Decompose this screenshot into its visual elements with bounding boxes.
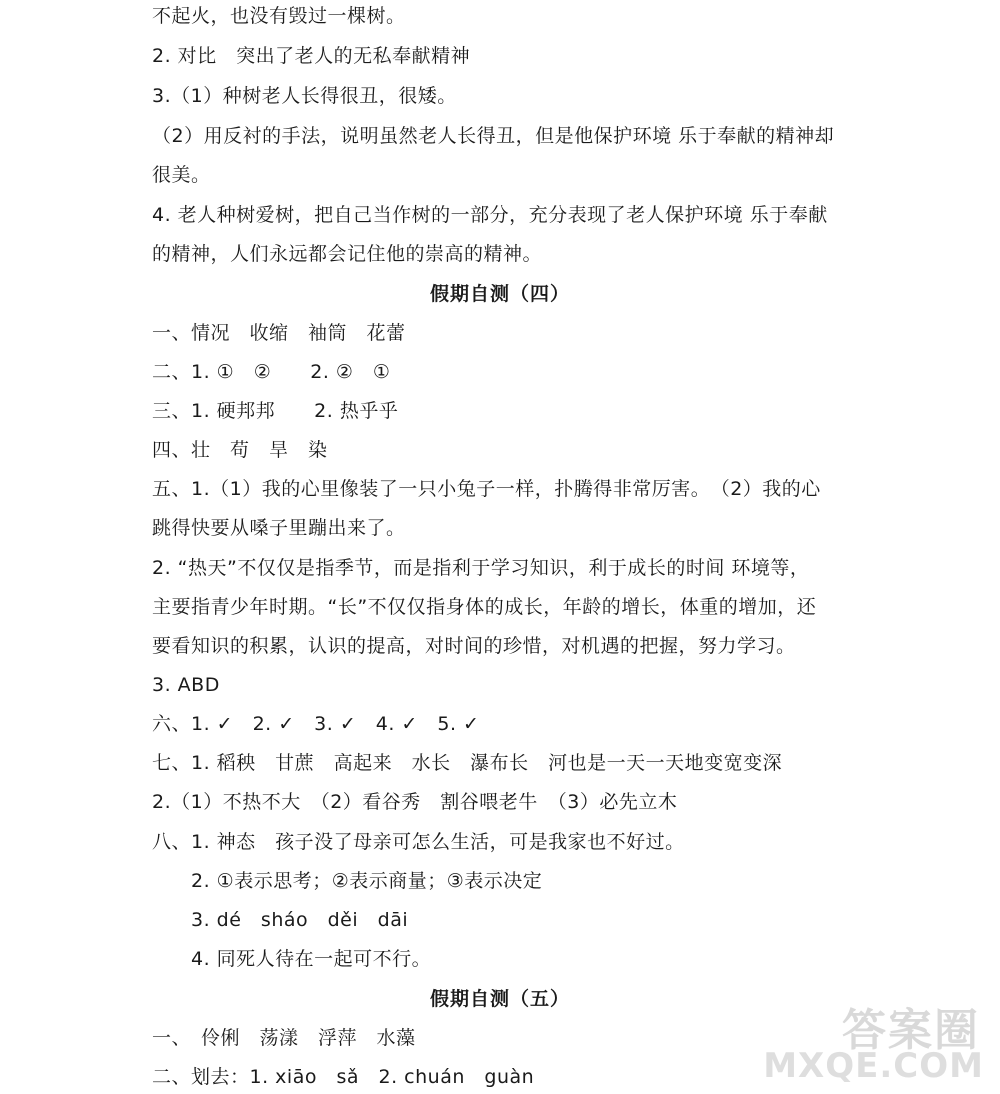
- text-line: 4. 老人种树爱树，把自己当作树的一部分，充分表现了老人保护环境 乐于奉献: [152, 204, 828, 226]
- text-line: （2）用反衬的手法，说明虽然老人长得丑，但是他保护环境 乐于奉献的精神却: [152, 125, 835, 147]
- text-line: 2. ①表示思考；②表示商量；③表示决定: [191, 870, 543, 892]
- text-line: 五、1.（1）我的心里像装了一只小兔子一样，扑腾得非常厉害。 （2）我的心: [152, 478, 821, 500]
- text-line: 二、1. ① ② 2. ② ①: [152, 361, 391, 383]
- text-line: 七、1. 稻秧 甘蔗 高起来 水长 瀑布长 河也是一天一天地变宽变深: [152, 752, 783, 774]
- text-line: 3. ABD: [152, 674, 220, 696]
- text-line: 主要指青少年时期。“长”不仅仅指身体的成长，年龄的增长，体重的增加，还: [152, 596, 817, 618]
- text-line: 一、 伶俐 荡漾 浮萍 水藻: [152, 1027, 416, 1049]
- watermark-url-text: MXQE.COM: [763, 1046, 984, 1086]
- text-line: 3. dé sháo děi dāi: [191, 909, 409, 931]
- text-line: 的精神，人们永远都会记住他的崇高的精神。: [152, 243, 543, 265]
- text-line: 三、1. 硬邦邦 2. 热乎乎: [152, 400, 399, 422]
- text-line: 六、1. ✓ 2. ✓ 3. ✓ 4. ✓ 5. ✓: [152, 713, 480, 735]
- text-line: 要看知识的积累，认识的提高，对时间的珍惜，对机遇的把握，努力学习。: [152, 635, 796, 657]
- text-line: 四、壮 苟 旱 染: [152, 439, 328, 461]
- section-heading: 假期自测（四）: [430, 283, 571, 305]
- text-line: 2. “热天”不仅仅是指季节，而是指利于学习知识，利于成长的时间 环境等，: [152, 557, 810, 579]
- site-watermark: [763, 994, 988, 1086]
- text-line: 4. 同死人待在一起可不行。: [191, 948, 432, 970]
- text-line: 2. 对比 突出了老人的无私奉献精神: [152, 45, 471, 67]
- text-line: 很美。: [152, 164, 211, 186]
- text-line: 不起火，也没有毁过一棵树。: [152, 5, 406, 27]
- text-line: 2.（1）不热不大 （2）看谷秀 割谷喂老牛 （3）必先立木: [152, 791, 678, 813]
- text-line: 一、情况 收缩 袖筒 花蕾: [152, 322, 406, 344]
- watermark-logo-text: 答案圈: [842, 1005, 980, 1056]
- text-line: 跳得快要从嗓子里蹦出来了。: [152, 517, 406, 539]
- section-heading: 假期自测（五）: [430, 988, 571, 1010]
- text-line: 3.（1）种树老人长得很丑，很矮。: [152, 85, 457, 107]
- text-line: 八、1. 神态 孩子没了母亲可怎么生活，可是我家也不好过。: [152, 831, 685, 853]
- text-line: 二、划去：1. xiāo sǎ 2. chuán guàn: [152, 1066, 535, 1088]
